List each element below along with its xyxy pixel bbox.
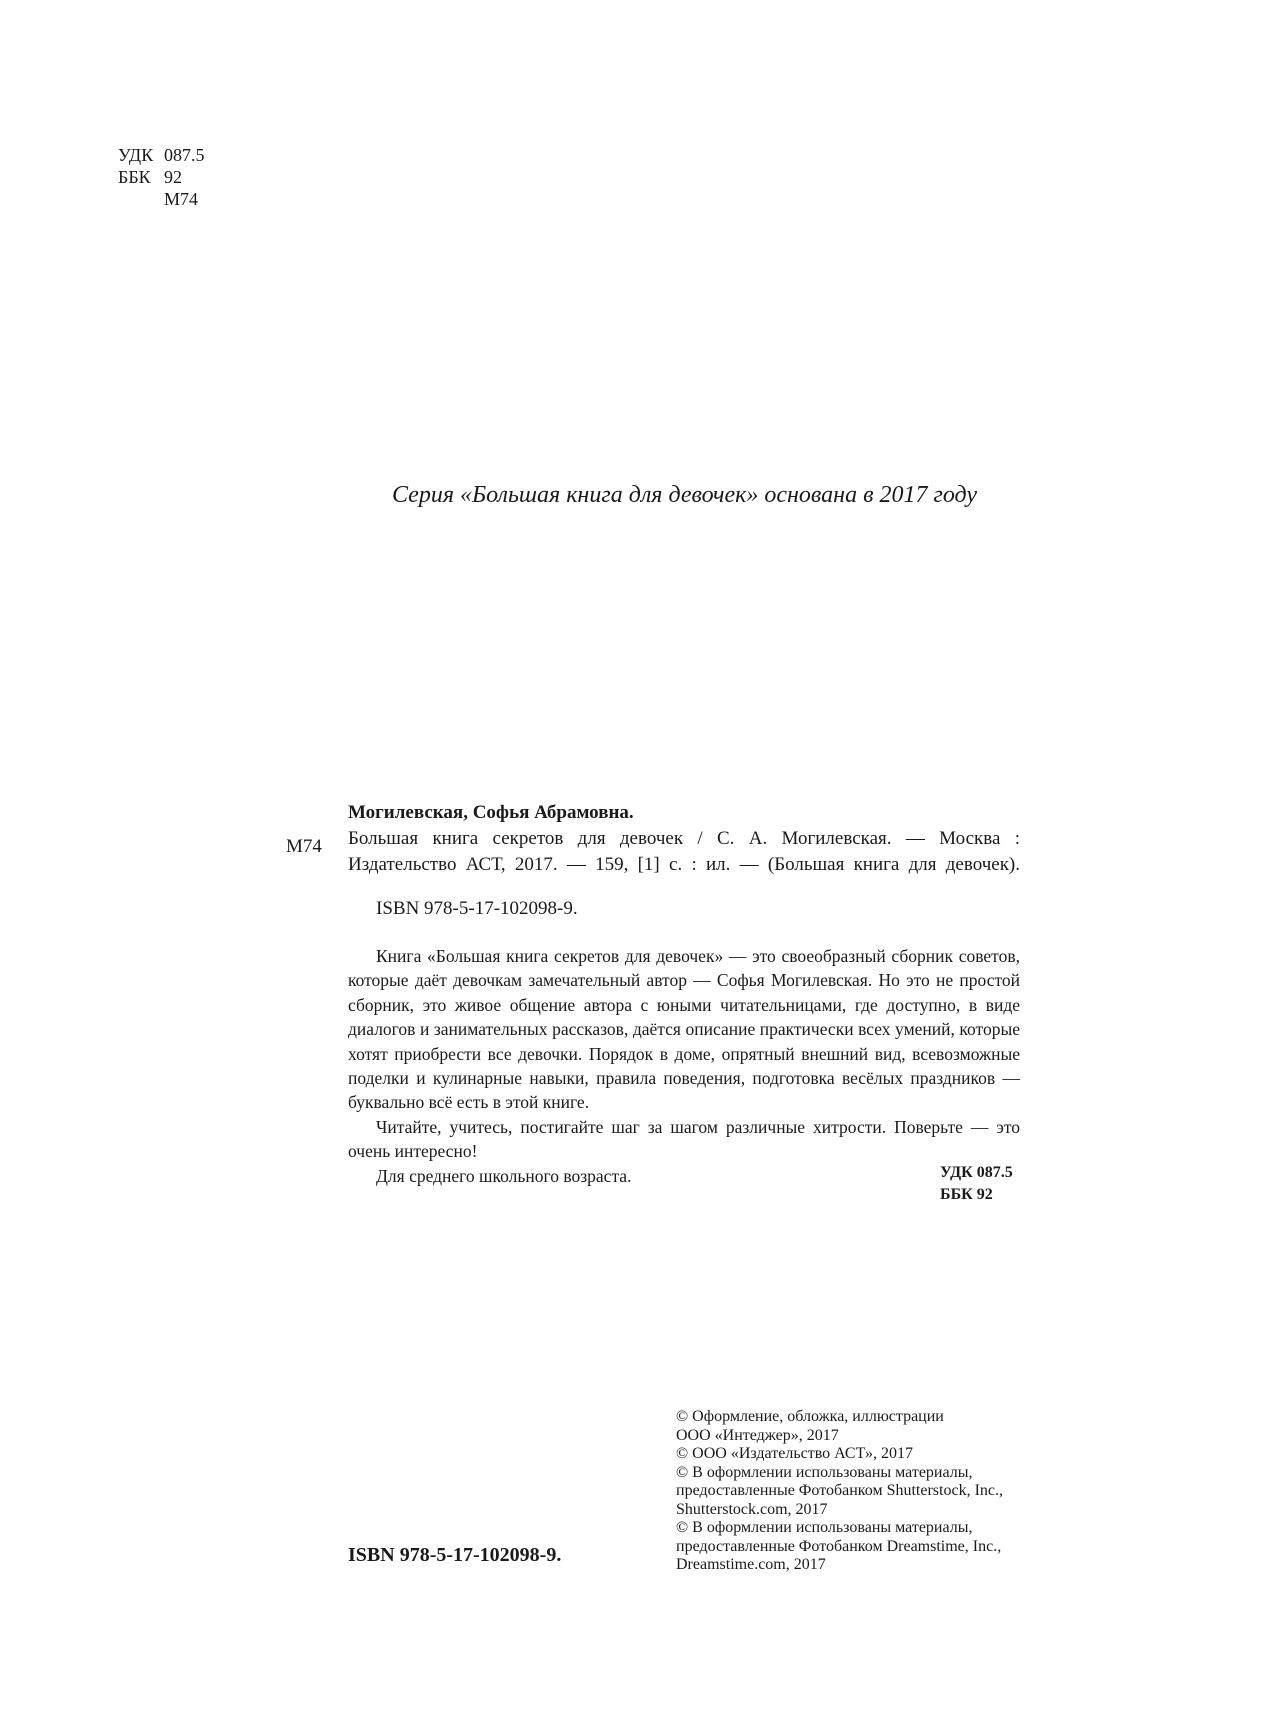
copyright-line: Dreamstime.com, 2017 [676, 1556, 826, 1573]
annotation [348, 944, 1020, 1188]
title-line-1: Большая книга секретов для девочек / С. А. Могилевская. — Москва : [348, 828, 1020, 849]
classification-right [940, 1162, 1013, 1206]
bibliographic-record [348, 800, 1020, 922]
udk-row [118, 144, 205, 166]
title-line-2: Издательство АСТ, 2017. — 159, [1] с. : ил. — (Большая книга для девочек). [348, 854, 1020, 875]
udk-bold: УДК 087.5 [940, 1164, 1013, 1181]
series-note: Серия «Большая книга для девочек» основана в 2017 году [392, 482, 978, 508]
copyright-line: Shutterstock.com, 2017 [676, 1500, 828, 1518]
copyright-line: предоставленные Фотобанком Shutterstock, Inc., [676, 1482, 1004, 1499]
annotation-paragraph-2: Читайте, учитесь, постигайте шаг за шагом различные хитрости. Поверьте — это очень интересно! [348, 1116, 1020, 1162]
bbk-value: 92 [164, 167, 182, 187]
copyright-line: © В оформлении использованы материалы, [676, 1463, 973, 1481]
author-code-left: М74 [286, 836, 322, 857]
udk-value: 087.5 [164, 145, 205, 165]
isbn-line: ISBN 978-5-17-102098-9. [376, 898, 578, 919]
author-heading: Могилевская, Софья Абрамовна. [348, 802, 634, 823]
copyright-line: ООО «Интеджер», 2017 [676, 1426, 839, 1444]
annotation-paragraph-1: Книга «Большая книга секретов для девочек» — это своеобразный сборник советов, которые даёт девочкам замечательный автор — Софья Могилевская. Но это не простой сборник, это живое общение автора с юными читательницами, где доступно, в виде диалогов и занимательных рассказов, даётся описание практически всех умений, которые хотят приобрести все девочки. Порядок в доме, опрятный внешний вид, всевозможные поделки и кулинарные навыки, правила поведения, подготовка весёлых праздников — буквально всё есть в этой книге. [348, 946, 1020, 1113]
udk-label: УДК [118, 145, 154, 165]
annotation-paragraph-3: Для среднего школьного возраста. [376, 1165, 632, 1186]
bbk-label: ББК [118, 167, 151, 187]
top-classification [118, 144, 205, 210]
isbn-bold: ISBN 978-5-17-102098-9. [348, 1544, 562, 1566]
copyright-line: © Оформление, обложка, иллюстрации [676, 1408, 944, 1425]
copyright-line: © В оформлении использованы материалы, [676, 1519, 973, 1536]
bbk-bold: ББК 92 [940, 1186, 993, 1203]
author-code-top: М74 [164, 189, 199, 209]
bbk-row [118, 166, 205, 188]
copyright-line: предоставленные Фотобанком Dreamstime, Inc., [676, 1537, 1002, 1555]
copyright-block [676, 1408, 1003, 1575]
copyright-line: © ООО «Издательство АСТ», 2017 [676, 1445, 913, 1462]
